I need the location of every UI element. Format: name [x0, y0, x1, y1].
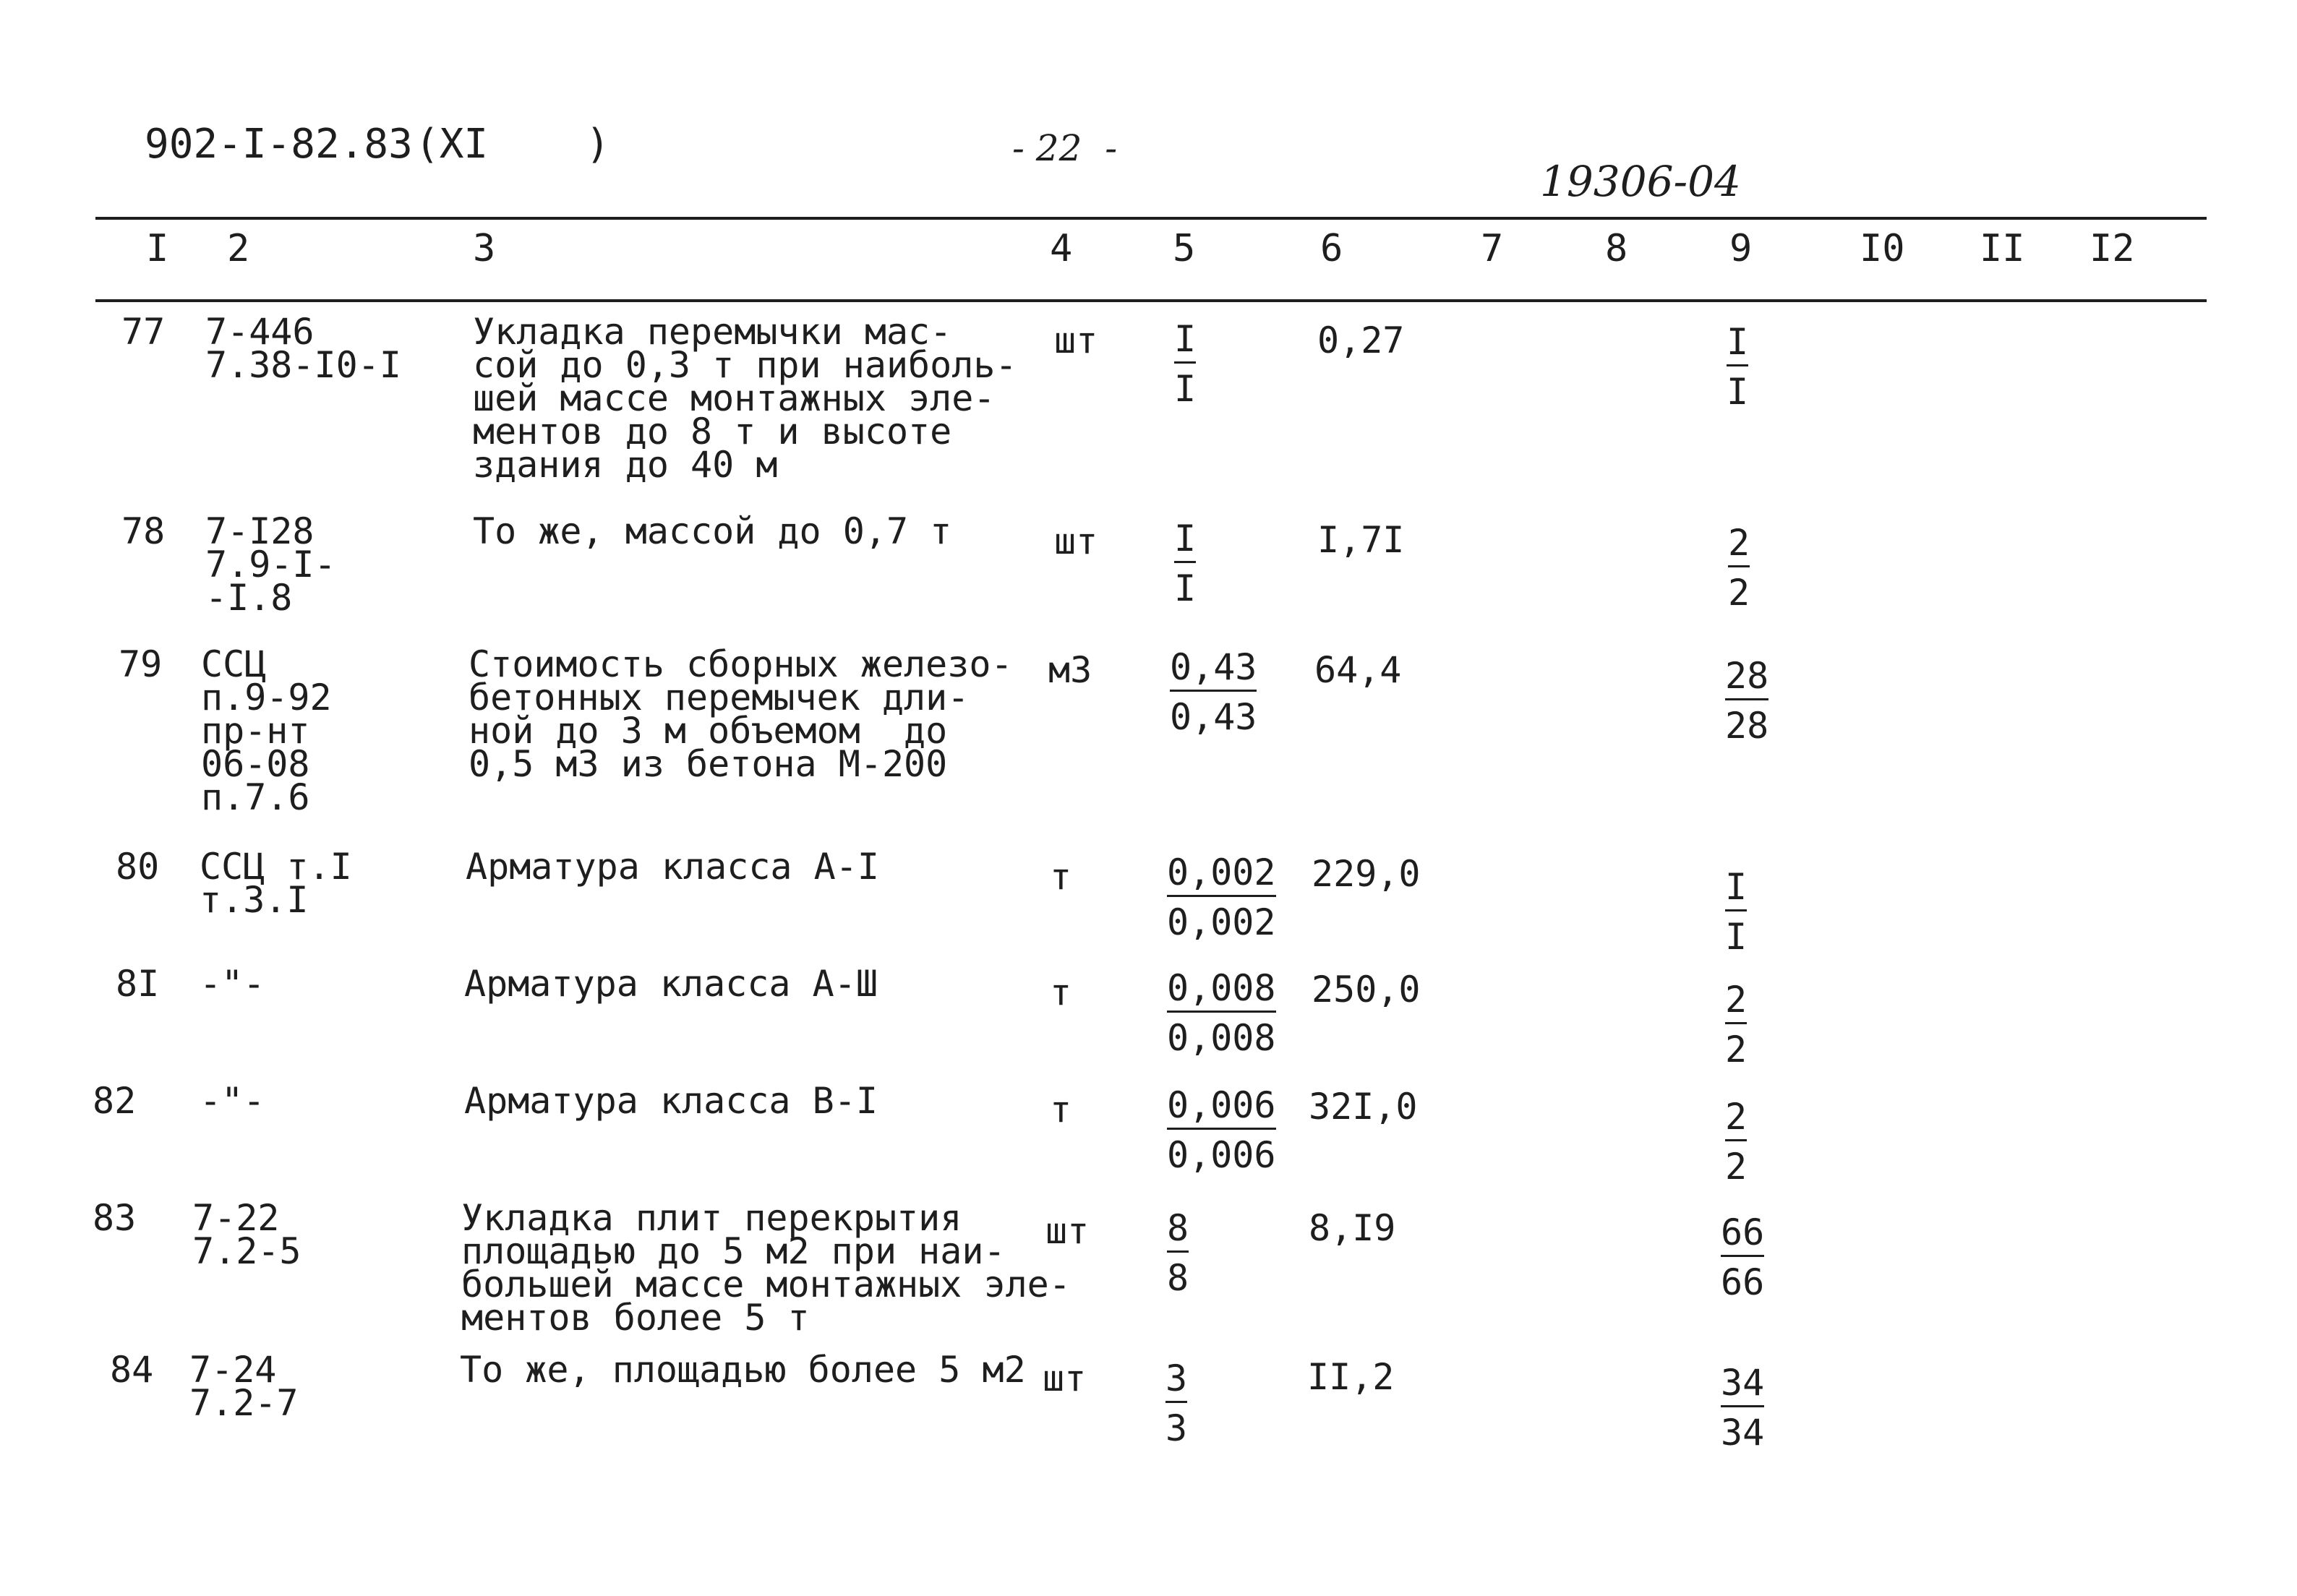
unit: т: [1050, 971, 1072, 1013]
column-header-10: I0: [1860, 227, 1905, 270]
row-number: 84: [110, 1349, 154, 1391]
column-header-12: I2: [2089, 227, 2135, 270]
row-number: 77: [121, 311, 166, 353]
quantity-fraction: [1165, 1357, 1188, 1449]
unit-price: 8,I9: [1309, 1207, 1396, 1249]
work-description: Укладка плит перекрытия площадью до 5 м2 при наи- большей массе монтажных эле- ментов более 5 т: [461, 1197, 1071, 1339]
column-9-fraction: [1725, 866, 1748, 958]
quantity-numerator: 0,008: [1167, 970, 1276, 1013]
quantity-denominator: 0,002: [1167, 901, 1276, 943]
normative-code: 7-22 7.2-5: [192, 1197, 301, 1272]
work-description: Стоимость сборных железо- бетонных перемычек дли- ной до 3 м объемом до 0,5 м3 из бетона М-200: [469, 643, 1013, 785]
unit-price: II,2: [1307, 1356, 1395, 1398]
row-number: 79: [119, 643, 163, 685]
column-9-denominator: 28: [1725, 705, 1769, 747]
row-number: 8I: [116, 963, 160, 1005]
unit: м3: [1048, 649, 1092, 691]
work-description: То же, массой до 0,7 т: [473, 510, 952, 552]
quantity-fraction: [1174, 518, 1197, 609]
column-9-numerator: 2: [1728, 525, 1750, 567]
quantity-denominator: 3: [1165, 1407, 1188, 1449]
quantity-fraction: [1167, 1084, 1276, 1176]
unit-price: I,7I: [1317, 519, 1405, 561]
column-9-fraction: [1721, 1211, 1765, 1303]
normative-code: 7-24 7.2-7: [189, 1349, 299, 1424]
column-9-fraction: [1725, 655, 1769, 747]
work-description: Арматура класса В-I: [464, 1080, 878, 1122]
quantity-denominator: 0,006: [1167, 1134, 1276, 1176]
quantity-numerator: I: [1174, 321, 1196, 364]
work-description: Укладка перемычки мас- сой до 0,3 т при наиболь- шей массе монтажных эле- ментов до 8 т и высоте здания до 40 м: [473, 311, 1017, 486]
handwritten-document-number: 19306-04: [1540, 157, 1741, 206]
column-9-fraction: [1725, 1096, 1748, 1188]
quantity-numerator: 0,002: [1167, 854, 1276, 897]
column-9-denominator: 2: [1725, 1146, 1748, 1188]
unit-price: 229,0: [1312, 853, 1421, 895]
work-description: Арматура класса А-Ш: [464, 963, 878, 1005]
normative-code: ССЦ п.9-92 пр-нт 06-08 п.7.6: [201, 643, 332, 818]
unit-price: 0,27: [1317, 319, 1405, 361]
quantity-denominator: 0,43: [1170, 696, 1257, 738]
column-9-numerator: 66: [1721, 1214, 1764, 1257]
unit: т: [1050, 856, 1072, 898]
document-code-suffix: (XI ): [415, 121, 610, 168]
column-9-numerator: I: [1725, 869, 1747, 911]
column-header-1: I: [146, 227, 169, 270]
unit: т: [1050, 1089, 1072, 1130]
quantity-fraction: [1167, 1207, 1189, 1299]
document-code: 902-I-82.83: [145, 121, 413, 168]
row-number: 78: [121, 510, 166, 552]
page-number: - 22 -: [1012, 127, 1118, 169]
column-9-fraction: [1728, 522, 1750, 614]
normative-code: 7-446 7.38-I0-I: [205, 311, 401, 386]
unit: шт: [1045, 1210, 1090, 1252]
column-header-4: 4: [1050, 227, 1073, 270]
column-header-9: 9: [1729, 227, 1753, 270]
unit-price: 250,0: [1312, 969, 1421, 1011]
unit-price: 32I,0: [1309, 1086, 1418, 1128]
column-9-denominator: I: [1727, 371, 1749, 413]
column-9-fraction: [1727, 321, 1749, 413]
quantity-numerator: 3: [1165, 1360, 1187, 1403]
column-9-denominator: 34: [1721, 1412, 1765, 1454]
column-9-denominator: I: [1725, 916, 1748, 958]
quantity-fraction: [1167, 967, 1276, 1059]
normative-code: 7-I28 7.9-I- -I.8: [205, 510, 336, 619]
quantity-numerator: I: [1174, 520, 1196, 563]
column-header-11: II: [1980, 227, 2025, 270]
column-9-numerator: 34: [1721, 1365, 1764, 1407]
row-number: 80: [116, 846, 160, 888]
work-description: Арматура класса А-I: [466, 846, 879, 888]
quantity-fraction: [1170, 646, 1257, 738]
unit: шт: [1043, 1357, 1087, 1399]
column-header-6: 6: [1320, 227, 1343, 270]
unit: шт: [1054, 319, 1098, 361]
row-number: 82: [93, 1080, 137, 1122]
column-9-denominator: 2: [1728, 572, 1750, 614]
column-header-5: 5: [1173, 227, 1196, 270]
column-header-3: 3: [473, 227, 496, 270]
column-header-2: 2: [227, 227, 250, 270]
normative-code: -"-: [200, 1080, 265, 1122]
column-header-7: 7: [1481, 227, 1504, 270]
column-9-numerator: 28: [1725, 658, 1768, 700]
table-header-rule: [95, 299, 2207, 302]
unit: шт: [1054, 520, 1098, 562]
column-9-numerator: I: [1727, 324, 1748, 366]
row-number: 83: [93, 1197, 137, 1239]
column-9-denominator: 66: [1721, 1261, 1765, 1303]
normative-code: ССЦ т.I т.3.I: [200, 846, 352, 921]
column-9-fraction: [1725, 979, 1748, 1071]
quantity-numerator: 8: [1167, 1210, 1189, 1253]
column-9-numerator: 2: [1725, 1099, 1747, 1141]
unit-price: 64,4: [1314, 649, 1402, 691]
quantity-fraction: [1167, 851, 1276, 943]
quantity-denominator: 8: [1167, 1257, 1189, 1299]
column-header-8: 8: [1605, 227, 1628, 270]
work-description: То же, площадью более 5 м2: [460, 1349, 1026, 1391]
quantity-denominator: I: [1174, 567, 1197, 609]
quantity-numerator: 0,006: [1167, 1087, 1276, 1130]
quantity-denominator: 0,008: [1167, 1017, 1276, 1059]
column-9-numerator: 2: [1725, 982, 1747, 1024]
normative-code: -"-: [200, 963, 265, 1005]
column-9-denominator: 2: [1725, 1029, 1748, 1071]
column-9-fraction: [1721, 1362, 1765, 1454]
quantity-numerator: 0,43: [1170, 649, 1257, 692]
table-top-rule: [95, 217, 2207, 220]
quantity-fraction: [1174, 318, 1197, 410]
quantity-denominator: I: [1174, 368, 1197, 410]
